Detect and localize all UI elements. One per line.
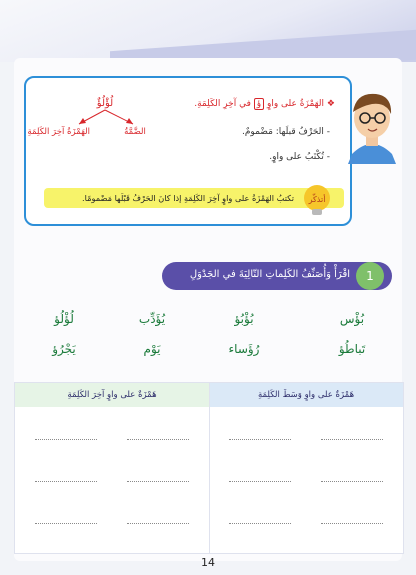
table-column-end (14, 382, 210, 554)
remember-badge: أتذكّر (308, 195, 326, 204)
top-decorative-band (0, 0, 416, 62)
word-item: يَجْرُؤ (52, 342, 76, 356)
classification-table (14, 382, 402, 552)
table-header-end: هَمْزَةٌ على واوٍ آخِرَ الكَلِمَةِ (15, 383, 209, 407)
answer-line[interactable] (229, 523, 291, 524)
word-item: يَوْم (143, 342, 161, 356)
remember-text: تكتبُ الهَمْزَةُ على واوٍ آخِرَ الكَلِمَةِ إذا كانَ الحَرْفُ قَبْلَها مَضْمومًا. (82, 193, 294, 203)
answer-line[interactable] (127, 439, 189, 440)
answer-line[interactable] (321, 439, 383, 440)
example-arrows-icon (55, 106, 145, 128)
example-label-damma: الضَّمَّةُ (124, 127, 146, 137)
example-word: لُؤْلُؤٌ (96, 98, 114, 109)
word-item: تَباطُؤ (338, 342, 366, 356)
word-item: يُؤَدِّب (138, 312, 166, 326)
exercise-number-badge: 1 (356, 262, 384, 290)
example-label-hamza: الهَمْزَةُ آخِرَ الكَلِمَةِ (27, 127, 90, 137)
page-number: 14 (201, 556, 215, 569)
answer-line[interactable] (321, 523, 383, 524)
table-column-middle (208, 382, 404, 554)
answer-line[interactable] (229, 481, 291, 482)
word-item: رُؤَساء (228, 342, 260, 356)
answer-line[interactable] (127, 523, 189, 524)
answer-line[interactable] (321, 481, 383, 482)
rule-line-1 (140, 98, 335, 110)
bullet-icon: ❖ (326, 99, 335, 109)
word-item: بُؤْس (339, 312, 365, 326)
lightbulb-icon (300, 183, 334, 217)
answer-line[interactable] (127, 481, 189, 482)
answer-line[interactable] (35, 481, 97, 482)
exercise-instruction: اقْرَأْ وَأُصَنِّفُ الكَلِماتِ التّالِيَةَ في الجَدْوَلِ (189, 269, 350, 280)
rule-line1-prefix: الهَمْزَةُ على واوٍ (267, 99, 325, 109)
student-avatar (342, 84, 402, 164)
answer-line[interactable] (35, 439, 97, 440)
rule-line-2: - الحَرْفُ قبلَها: مَضْمومٌ. (241, 127, 330, 137)
rule-line-3: - تُكْتَبُ على واوٍ. (269, 152, 330, 162)
word-item: لُؤْلُؤ (54, 312, 74, 326)
rule-line1-suffix: في آخِرِ الكَلِمَةِ. (194, 99, 251, 109)
answer-line[interactable] (229, 439, 291, 440)
hamza-box: ؤ (254, 98, 264, 110)
table-header-middle: هَمْزَةٌ على واوٍ وَسَطَ الكَلِمَةِ (209, 383, 403, 407)
word-item: بُؤْبُؤ (234, 312, 254, 326)
answer-line[interactable] (35, 523, 97, 524)
